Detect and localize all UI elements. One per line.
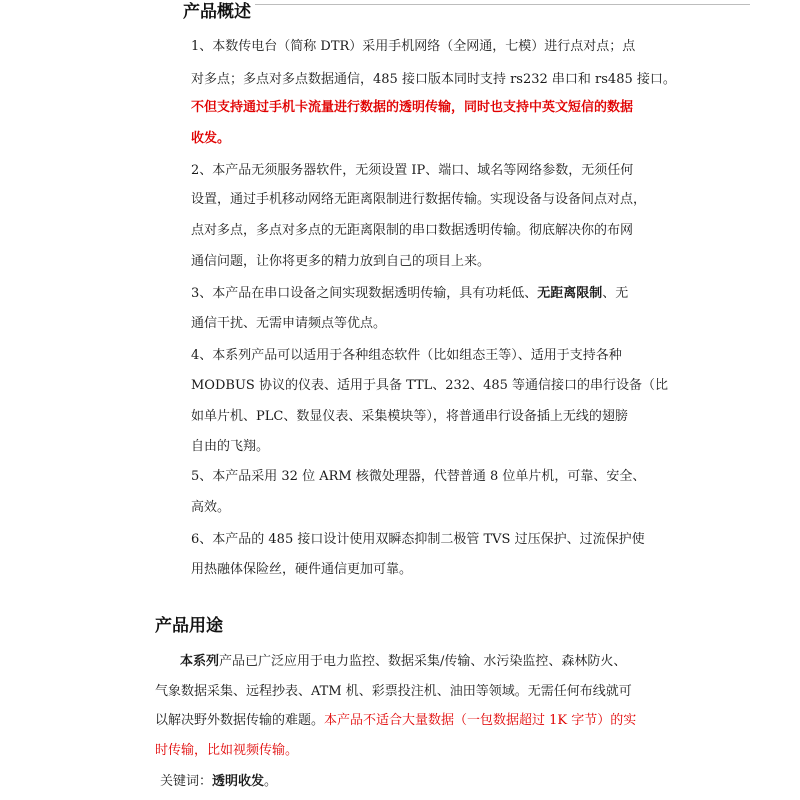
header-rule bbox=[255, 4, 750, 5]
p1-line2: 对多点；多点对多点数据通信，485 接口版本同时支持 rs232 串口和 rs485 接口。 bbox=[191, 72, 676, 87]
p3-line1-bold: 无距离限制 bbox=[537, 286, 603, 301]
keywords-value: 透明收发 bbox=[212, 774, 265, 789]
usage-line2: 气象数据采集、远程抄表、ATM 机、彩票投注机、油田等领域。无需任何布线就可 bbox=[155, 684, 632, 699]
p5-line2: 高效。 bbox=[191, 500, 231, 515]
usage-line3 bbox=[155, 712, 636, 730]
p4-line4: 自由的飞翔。 bbox=[191, 439, 270, 454]
p1-line4-highlight: 收发。 bbox=[191, 131, 231, 146]
usage-line1 bbox=[180, 653, 626, 671]
p6-line2: 用热融体保险丝，硬件通信更加可靠。 bbox=[191, 562, 413, 577]
usage-line1-bold: 本系列 bbox=[180, 654, 220, 669]
p2-line2: 设置，通过手机移动网络无距离限制进行数据传输。实现设备与设备间点对点， bbox=[191, 192, 647, 207]
usage-line1-rest: 产品已广泛应用于电力监控、数据采集/传输、水污染监控、森林防火、 bbox=[219, 654, 627, 669]
p3-line1-c: 、无 bbox=[602, 286, 629, 301]
p1-line3-highlight: 不但支持通过手机卡流量进行数据的透明传输，同时也支持中英文短信的数据 bbox=[191, 100, 634, 115]
p3-line2: 通信干扰、无需申请频点等优点。 bbox=[191, 316, 387, 331]
usage-line4-red: 时传输，比如视频传输。 bbox=[155, 743, 299, 758]
keywords-end: 。 bbox=[264, 774, 278, 789]
usage-line3-red: 本产品不适合大量数据（一包数据超过 1K 字节）的实 bbox=[324, 713, 637, 728]
p4-line2: MODBUS 协议的仪表、适用于具备 TTL、232、485 等通信接口的串行设备（比 bbox=[191, 378, 669, 393]
keywords-line bbox=[160, 773, 277, 791]
section-title-overview: 产品概述 bbox=[183, 2, 251, 22]
p5-line1: 5、本产品采用 32 位 ARM 核微处理器，代替普通 8 位单片机，可靠、安全、 bbox=[191, 469, 646, 484]
keywords-label: 关键词： bbox=[160, 774, 213, 789]
p3-line1-a: 3、本产品在串口设备之间实现数据透明传输，具有功耗低、 bbox=[191, 286, 538, 301]
p4-line3: 如单片机、PLC、数显仪表、采集模块等），将普通串行设备插上无线的翅膀 bbox=[191, 409, 628, 424]
p4-line1: 4、本系列产品可以适用于各种组态软件（比如组态王等）、适用于支持各种 bbox=[191, 348, 622, 363]
p2-line3: 点对多点，多点对多点的无距离限制的串口数据透明传输。彻底解决你的布网 bbox=[191, 223, 634, 238]
section-title-usage: 产品用途 bbox=[155, 616, 223, 636]
p1-line1: 1、本数传电台（简称 DTR）采用手机网络（全网通，七模）进行点对点；点 bbox=[191, 39, 636, 54]
usage-line3-a: 以解决野外数据传输的难题。 bbox=[155, 713, 325, 728]
p6-line1: 6、本产品的 485 接口设计使用双瞬态抑制二极管 TVS 过压保护、过流保护使 bbox=[191, 532, 645, 547]
p2-line4: 通信问题，让你将更多的精力放到自己的项目上来。 bbox=[191, 254, 491, 269]
p3-line1 bbox=[191, 285, 628, 303]
p2-line1: 2、本产品无须服务器软件，无须设置 IP、端口、域名等网络参数，无须任何 bbox=[191, 163, 634, 178]
